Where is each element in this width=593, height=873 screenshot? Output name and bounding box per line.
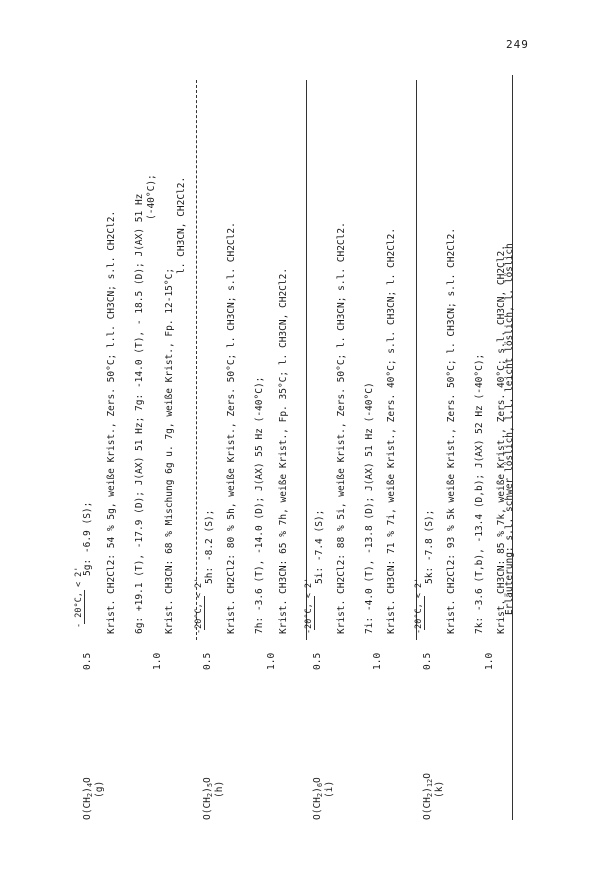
compound-label: (k) (434, 780, 445, 798)
crystallization-line: Krist. CH3CN: 68 % Mischung 6g u. 7g, weiße Krist., Fp. 12-15°C; (164, 267, 175, 634)
ratio-value: 1.0 (372, 652, 383, 670)
compound-label: (g) (94, 780, 105, 798)
ratio-value: 1.0 (266, 652, 277, 670)
crystallization-line: Krist. CH2Cl2: 93 % 5k weiße Krist., Zers. 50°C; l. CH3CN; s.l. CH2Cl2. (446, 227, 457, 634)
ratio-value: 0.5 (202, 652, 213, 670)
crystallization-line: Krist. CH3CN: 65 % 7h, weiße Krist., Fp. 35°C; l. CH3CN, CH2Cl2. (278, 267, 289, 634)
compound-formula: $O(CH_2)_5O$ (202, 777, 214, 820)
ratio-value: 1.0 (152, 652, 163, 670)
footnote: Erläuterung: s.l. schwer löslich, l.l. leicht löslich, l. löslich (504, 243, 515, 615)
reaction-condition: -20°C, < 2' (304, 577, 314, 634)
row-divider (196, 80, 197, 640)
ratio-value: 0.5 (422, 652, 433, 670)
ratio-value: 0.5 (82, 652, 93, 670)
reaction-condition: - 20°C, < 2' (74, 566, 84, 628)
reaction-arrow (204, 596, 205, 630)
page-number: 249 (506, 38, 529, 51)
crystallization-line: Krist. CH2Cl2: 54 % 5g, weiße Krist., Zers. 50°C; l.l. CH3CN; s.l. CH2Cl2. (106, 210, 117, 634)
nmr-line: 7k: -3.6 (T,b), -13.4 (D,b); J(AX) 52 Hz (-40°C); (474, 353, 485, 634)
ratio-value: 0.5 (312, 652, 323, 670)
nmr-line: 5h: -8.2 (S); (204, 509, 215, 584)
compound-formula: $O(CH_2)_6O$ (312, 777, 324, 820)
crystallization-line: Krist. CH2Cl2: 80 % 5h, weiße Krist., Zers. 50°C; l. CH3CN; s.l. CH2Cl2. (226, 222, 237, 634)
nmr-line: 7i: -4.0 (T), -13.8 (D); J(AX) 51 Hz (-40°C) (364, 382, 375, 634)
nmr-line: 5k: -7.8 (S); (424, 509, 435, 584)
reaction-condition: -20°C, < 2' (414, 577, 424, 634)
crystallization-line: Krist. CH3CN: 71 % 7i, weiße Krist., Zers. 40°C; s.l. CH3CN; l. CH2Cl2. (386, 227, 397, 634)
reaction-arrow (84, 590, 85, 624)
compound-formula: $O(CH_2)_4O$ (82, 777, 94, 820)
crystallization-line: Krist. CH3CN: 85 % 7k, weiße Krist., Zers. 40°C; s.l. CH3CN, CH2Cl2. (496, 245, 507, 634)
solubility-line: l. CH3CN, CH2Cl2. (176, 176, 187, 274)
nmr-line: 5i: -7.4 (S); (314, 509, 325, 584)
reaction-condition: -20°C, < 2' (194, 577, 204, 634)
ratio-value: 1.0 (484, 652, 495, 670)
compound-label: (i) (324, 780, 335, 798)
reaction-arrow (424, 596, 425, 630)
crystallization-line: Krist. CH2Cl2: 88 % 5i, weiße Krist., Zers. 50°C; l. CH3CN; s.l. CH2Cl2. (336, 222, 347, 634)
compound-formula: $O(CH_2)_{12}O$ (422, 772, 434, 820)
nmr-line: 7h: -3.6 (T), -14.0 (D); J(AX) 55 Hz (-40°C); (254, 376, 265, 634)
row-divider (306, 80, 307, 640)
reaction-arrow (314, 596, 315, 630)
compound-label: (h) (214, 780, 225, 798)
compound-data-table (74, 75, 520, 820)
nmr-temperature: (-40°C); (146, 174, 157, 220)
nmr-line: 5g: -6.9 (S); (82, 501, 93, 576)
row-divider (416, 80, 417, 640)
nmr-line: 6g: +19.1 (T), -17.9 (D); J(AX) 51 Hz; 7g: -14.0 (T), - 18.5 (D); J(AX) 51 Hz (134, 193, 145, 634)
